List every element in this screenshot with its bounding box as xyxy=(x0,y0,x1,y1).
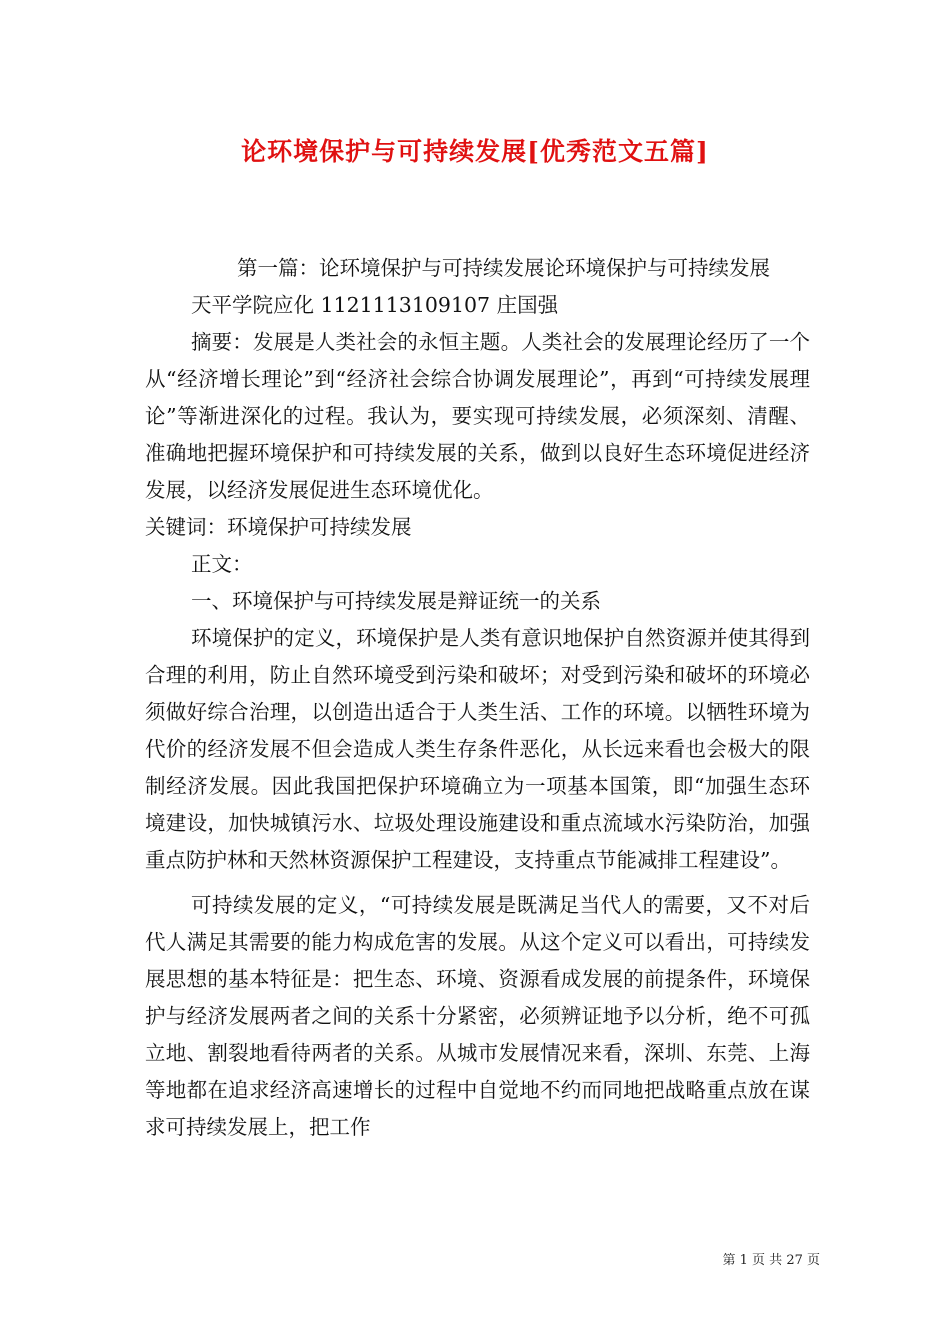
abstract-paragraph: 摘要：发展是人类社会的永恒主题。人类社会的发展理论经历了一个从“经济增长理论”到“经济社会综合协调发展理论”，再到“可持续发展理论”等渐进深化的过程。我认为，要实现可持续发展，必须深刻、清醒、准确地把握环境保护和可持续发展的关系，做到以良好生态环境促进经济发展，以经济发展促进生态环境优化。 xyxy=(145,330,810,502)
document-title: 论环境保护与可持续发展[优秀范文五篇] xyxy=(241,137,709,166)
page-number: 第 1 页 共 27 页 xyxy=(722,1253,820,1268)
body-label: 正文： xyxy=(191,552,253,576)
document-body xyxy=(145,250,810,1146)
body-paragraph: 可持续发展的定义，“可持续发展是既满足当代人的需要，又不对后代人满足其需要的能力构成危害的发展。从这个定义可以看出，可持续发展思想的基本特征是：把生态、环境、资源看成发展的前提条件，环境保护与经济发展两者之间的关系十分紧密，必须辨证地予以分析，绝不可孤立地、割裂地看待两者的关系。从城市发展情况来看，深圳、东莞、上海等地都在追求经济高速增长的过程中自觉地不约而同地把战略重点放在谋求可持续发展上，把工作 xyxy=(145,893,810,1139)
section-heading: 第一篇：论环境保护与可持续发展论环境保护与可持续发展 xyxy=(237,256,770,280)
body-paragraph: 环境保护的定义，环境保护是人类有意识地保护自然资源并使其得到合理的利用，防止自然环境受到污染和破坏；对受到污染和破坏的环境必须做好综合治理，以创造出适合于人类生活、工作的环境。以牺牲环境为代价的经济发展不但会造成人类生存条件恶化，从长远来看也会极大的限制经济发展。因此我国把保护环境确立为一项基本国策，即“加强生态环境建设，加快城镇污水、垃圾处理设施建设和重点流域水污染防治，加强重点防护林和天然林资源保护工程建设，支持重点节能减排工程建设”。 xyxy=(145,626,810,872)
subheading: 一、环境保护与可持续发展是辩证统一的关系 xyxy=(191,589,601,613)
keywords-line: 关键词：环境保护可持续发展 xyxy=(145,515,412,539)
author-line: 天平学院应化 1121113109107 庄国强 xyxy=(191,293,559,317)
